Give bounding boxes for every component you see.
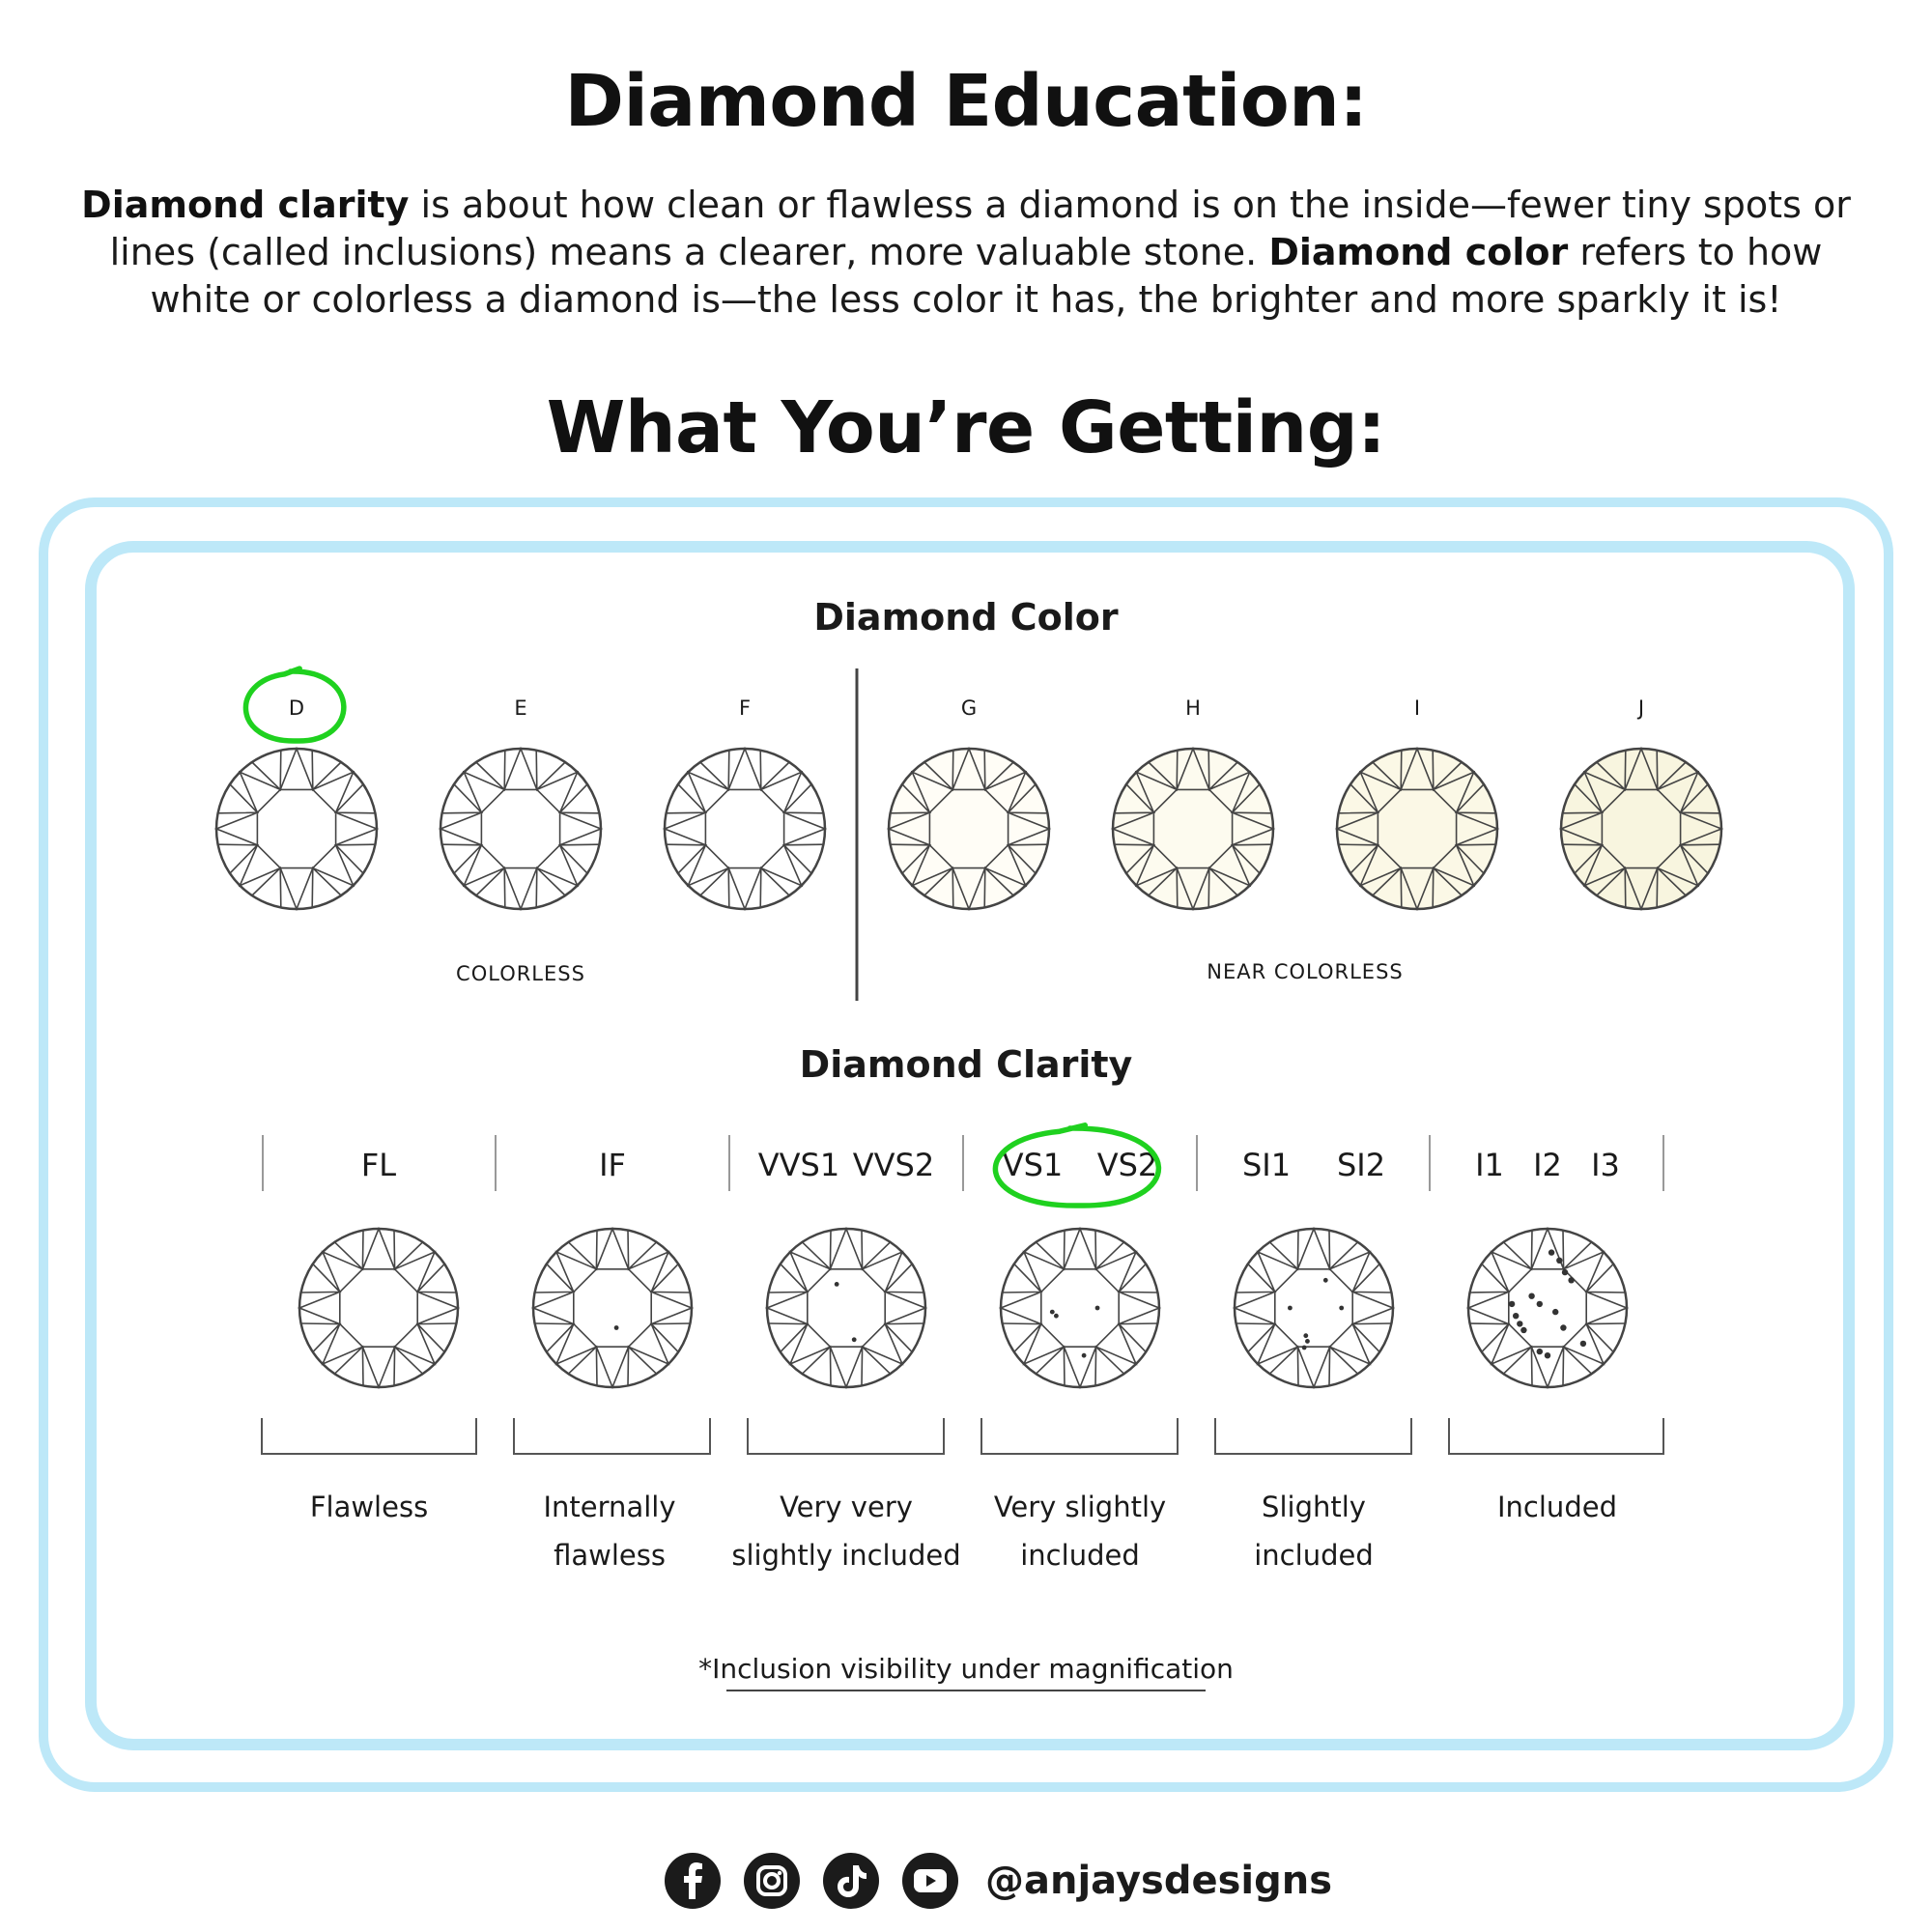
inclusion-dot: [1095, 1306, 1100, 1311]
clarity-grade-si2: SI2: [1336, 1147, 1386, 1183]
clarity-grade-vvs2: VVS2: [852, 1147, 935, 1183]
clarity-grade-i1: I1: [1475, 1147, 1504, 1183]
clarity-grade-fl: FL: [360, 1147, 397, 1183]
color-grade-label-g: G: [960, 696, 978, 720]
social-handle[interactable]: @anjaysdesigns: [985, 1859, 1333, 1903]
clarity-description: Slightly: [1262, 1491, 1366, 1523]
intro-bold-clarity: Diamond clarity: [81, 184, 410, 226]
clarity-description: flawless: [554, 1539, 666, 1572]
inclusion-dot: [835, 1282, 839, 1287]
clarity-grade-vs1: VS1: [1002, 1147, 1064, 1183]
color-diamond-h: [1113, 749, 1273, 909]
clarity-diamond-fl: [299, 1229, 458, 1387]
section-title: What You’re Getting:: [546, 386, 1386, 469]
color-grade-label-d: D: [288, 696, 305, 720]
clarity-grade-i3: I3: [1591, 1147, 1620, 1183]
footnote: *Inclusion visibility under magnification: [698, 1653, 1234, 1685]
inclusion-dot: [1537, 1349, 1543, 1354]
color-grades: [216, 668, 1721, 909]
inclusion-dot: [1303, 1333, 1308, 1338]
color-diamond-g: [889, 749, 1049, 909]
color-grade-label-f: F: [738, 696, 752, 720]
clarity-description: slightly included: [731, 1539, 961, 1572]
inclusion-dot: [1556, 1258, 1562, 1264]
inclusion-dot: [1552, 1309, 1558, 1315]
inclusion-dot: [1560, 1324, 1566, 1330]
clarity-grade-si1: SI1: [1241, 1147, 1292, 1183]
inclusion-dot: [1288, 1306, 1293, 1311]
clarity-diamond-i1: [1468, 1229, 1627, 1387]
clarity-bracket: [1215, 1418, 1411, 1454]
tiktok-icon[interactable]: [823, 1853, 879, 1909]
clarity-description: Internally: [543, 1491, 676, 1523]
clarity-grades: [262, 1125, 1663, 1572]
clarity-description: Included: [1497, 1491, 1617, 1523]
colorless-label: COLORLESS: [456, 962, 585, 985]
clarity-grade-vs2: VS2: [1096, 1147, 1158, 1183]
color-diamond-j: [1561, 749, 1721, 909]
inclusion-dot: [1548, 1249, 1554, 1255]
color-grade-label-i: I: [1413, 696, 1421, 720]
color-grade-label-j: J: [1637, 696, 1645, 720]
clarity-heading: Diamond Clarity: [799, 1043, 1133, 1086]
inclusion-dot: [1545, 1352, 1550, 1358]
youtube-icon[interactable]: [902, 1853, 958, 1909]
intro-text-2: refers to how white or colorless a diamond is—the less color it has, the brighter and more sparkly it is!: [150, 231, 1823, 321]
color-diamond-e: [440, 749, 601, 909]
instagram-icon[interactable]: [744, 1853, 800, 1909]
clarity-bracket: [748, 1418, 944, 1454]
intro-text-1: is about how clean or flawless a diamond is on the inside—fewer tiny spots or lines (called inclusions) means a clearer, more valuable stone.: [109, 184, 1851, 273]
facebook-icon[interactable]: [665, 1853, 721, 1909]
color-diamond-f: [665, 749, 825, 909]
clarity-bracket: [514, 1418, 710, 1454]
clarity-diamond-vvs1: [767, 1229, 925, 1387]
clarity-diamond-vs1: [1001, 1229, 1159, 1387]
color-heading: Diamond Color: [813, 596, 1119, 639]
clarity-description: Flawless: [309, 1491, 429, 1523]
inclusion-dot: [1537, 1301, 1543, 1307]
clarity-description: Very very: [780, 1491, 913, 1523]
color-grade-label-e: E: [514, 696, 527, 720]
near-colorless-label: NEAR COLORLESS: [1207, 960, 1404, 983]
inclusion-dot: [1054, 1314, 1059, 1319]
inclusion-dot: [1339, 1306, 1344, 1311]
inclusion-dot: [1513, 1313, 1519, 1319]
inclusion-dot: [1082, 1353, 1087, 1358]
intro-bold-color: Diamond color: [1268, 231, 1569, 273]
inclusion-dot: [1509, 1301, 1515, 1307]
clarity-bracket: [1449, 1418, 1663, 1454]
inclusion-dot: [614, 1325, 619, 1330]
inclusion-dot: [852, 1337, 857, 1342]
color-diamond-d: [216, 749, 377, 909]
color-diamond-i: [1337, 749, 1497, 909]
inclusion-dot: [1568, 1277, 1574, 1283]
clarity-description: included: [1020, 1539, 1140, 1572]
inclusion-dot: [1302, 1346, 1307, 1350]
page-title: Diamond Education:: [564, 60, 1368, 143]
inclusion-dot: [1528, 1293, 1534, 1299]
clarity-diamond-si1: [1235, 1229, 1393, 1387]
clarity-diamond-if: [533, 1229, 692, 1387]
inclusion-dot: [1050, 1310, 1055, 1315]
clarity-bracket: [981, 1418, 1178, 1454]
inclusion-dot: [1517, 1321, 1522, 1326]
clarity-grade-vvs1: VVS1: [757, 1147, 840, 1183]
inclusion-dot: [1562, 1269, 1568, 1275]
clarity-description: Very slightly: [993, 1491, 1167, 1523]
inclusion-dot: [1305, 1339, 1310, 1344]
inclusion-dot: [1323, 1278, 1328, 1283]
inclusion-dot: [1580, 1341, 1586, 1347]
clarity-description: included: [1254, 1539, 1374, 1572]
clarity-grade-if: IF: [599, 1147, 626, 1183]
color-grade-label-h: H: [1185, 696, 1201, 720]
clarity-bracket: [262, 1418, 476, 1454]
clarity-grade-i2: I2: [1533, 1147, 1562, 1183]
inclusion-dot: [1520, 1327, 1526, 1333]
